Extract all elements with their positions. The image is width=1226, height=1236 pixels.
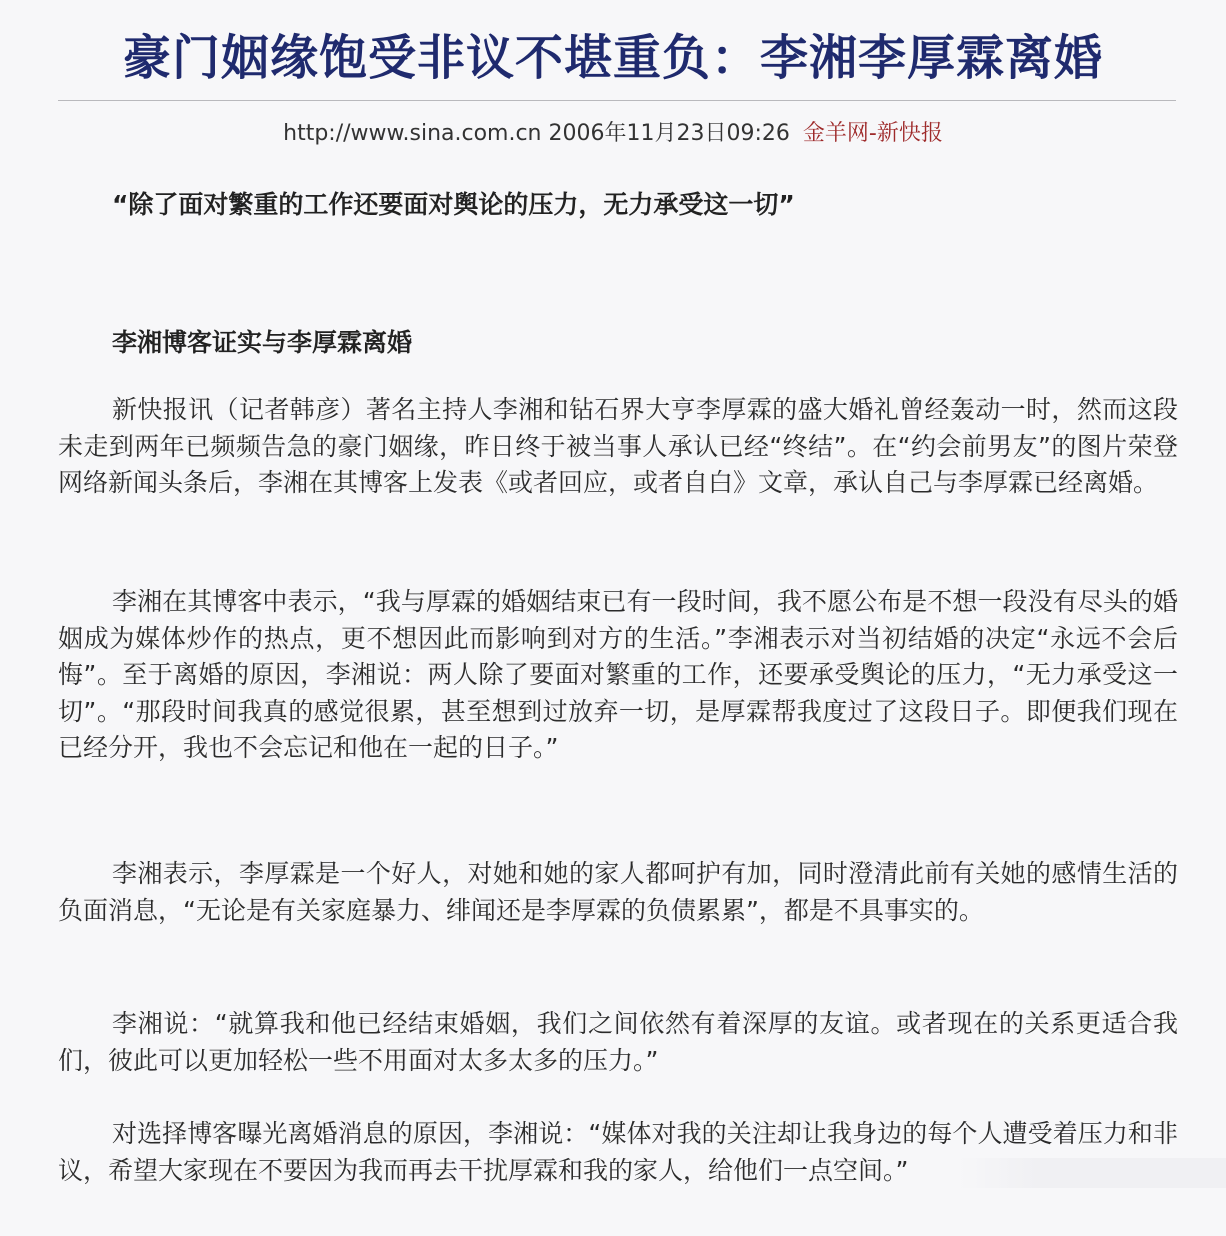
article-subhead: “除了面对繁重的工作还要面对舆论的压力，无力承受这一切” [112, 190, 795, 219]
paragraph-1: 新快报讯（记者韩彦）著名主持人李湘和钻石界大亨李厚霖的盛大婚礼曾经轰动一时，然而这段未走到两年已频频告急的豪门姻缘，昨日终于被当事人承认已经“终结”。在“约会前男友”的图片荣登网络新闻头条后，李湘在其博客上发表《或者回应，或者自白》文章，承认自己与李厚霖已经离婚。 [58, 395, 1178, 497]
article-title: 豪门姻缘饱受非议不堪重负：李湘李厚霖离婚 [122, 30, 1103, 86]
source-url[interactable]: http://www.sina.com.cn [283, 121, 542, 146]
publish-datetime: 2006年11月23日09:26 [548, 121, 790, 146]
title-divider [58, 100, 1176, 101]
watermark-fade-overlay [958, 1158, 1226, 1188]
section-title: 李湘博客证实与李厚霖离婚 [112, 328, 413, 357]
paragraph-5: 对选择博客曝光离婚消息的原因，李湘说：“媒体对我的关注却让我身边的每个人遭受着压力和非议，希望大家现在不要因为我而再去干扰厚霖和我的家人，给他们一点空间。” [58, 1119, 1178, 1185]
publisher-link[interactable]: 金羊网-新快报 [802, 121, 943, 146]
paragraph-4: 李湘说：“就算我和他已经结束婚姻，我们之间依然有着深厚的友谊。或者现在的关系更适合我们，彼此可以更加轻松一些不用面对太多太多的压力。” [58, 1009, 1178, 1075]
paragraph-3: 李湘表示，李厚霖是一个好人，对她和她的家人都呵护有加，同时澄清此前有关她的感情生活的负面消息，“无论是有关家庭暴力、绯闻还是李厚霖的负债累累”，都是不具事实的。 [58, 859, 1178, 925]
article-meta [0, 118, 1226, 150]
paragraph-2: 李湘在其博客中表示，“我与厚霖的婚姻结束已有一段时间，我不愿公布是不想一段没有尽头的婚姻成为媒体炒作的热点，更不想因此而影响到对方的生活。”李湘表示对当初结婚的决定“永远不会后悔”。至于离婚的原因，李湘说：两人除了要面对繁重的工作，还要承受舆论的压力，“无力承受这一切”。“那段时间我真的感觉很累，甚至想到过放弃一切，是厚霖帮我度过了这段日子。即便我们现在已经分开，我也不会忘记和他在一起的日子。” [58, 587, 1178, 762]
